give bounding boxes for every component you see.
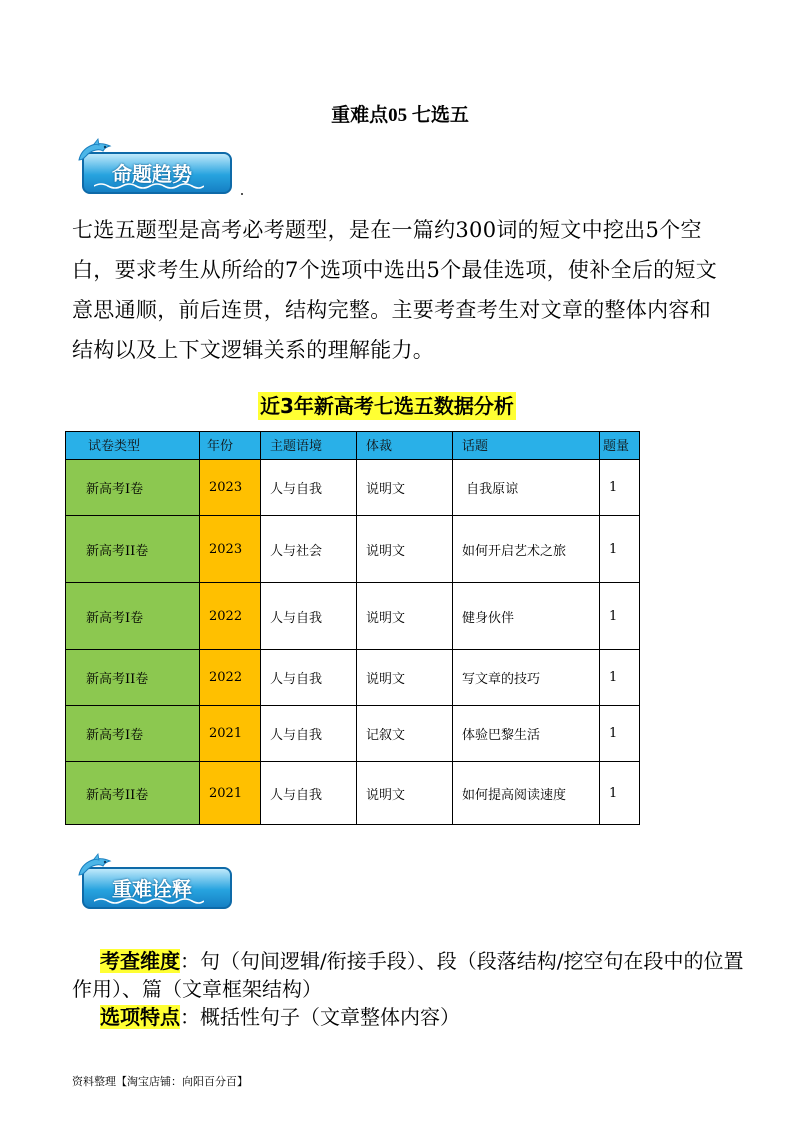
- cell-count: 1: [600, 762, 640, 825]
- cell-topic: 体验巴黎生活: [453, 706, 600, 762]
- table-row: [66, 460, 640, 516]
- page-title: 重难点05 七选五: [331, 105, 469, 126]
- footer-note: 资料整理【淘宝店铺：向阳百分百】: [72, 1075, 248, 1088]
- cell-type: 新高考II卷: [66, 516, 200, 583]
- wave-decoration-icon: [94, 897, 204, 905]
- cell-genre: 说明文: [357, 583, 453, 650]
- header-cell: 体裁: [357, 432, 453, 460]
- dolphin-icon: [76, 138, 116, 168]
- dimension-text: ：句（句间逻辑/衔接手段）、段（段落结构/挖空句在段中的位置作用）、篇（文章框架结构）: [72, 949, 744, 1001]
- badge-label: 命题趋势: [112, 162, 192, 186]
- table-row: [66, 516, 640, 583]
- section2-body: [72, 947, 752, 1031]
- cell-year: 2022: [200, 583, 261, 650]
- cell-count: 1: [600, 583, 640, 650]
- data-table: [65, 431, 640, 825]
- cell-genre: 说明文: [357, 460, 453, 516]
- cell-context: 人与自我: [261, 650, 357, 706]
- cell-context: 人与自我: [261, 762, 357, 825]
- cell-count: 1: [600, 460, 640, 516]
- header-cell: 主题语境: [261, 432, 357, 460]
- section-badge-trend: [76, 140, 240, 202]
- cell-type: 新高考II卷: [66, 650, 200, 706]
- table-row: [66, 650, 640, 706]
- cell-year: 2023: [200, 516, 261, 583]
- cell-topic: 如何开启艺术之旅: [453, 516, 600, 583]
- table-header-row: [66, 432, 640, 460]
- cell-genre: 说明文: [357, 516, 453, 583]
- wave-decoration-icon: [94, 182, 204, 190]
- cell-type: 新高考I卷: [66, 460, 200, 516]
- header-cell: 年份: [200, 432, 261, 460]
- header-cell: 话题: [453, 432, 600, 460]
- cell-topic: 自我原谅: [453, 460, 600, 516]
- cell-type: 新高考I卷: [66, 583, 200, 650]
- section-badge-difficulty: [76, 855, 240, 917]
- cell-year: 2022: [200, 650, 261, 706]
- cell-context: 人与自我: [261, 706, 357, 762]
- cell-year: 2021: [200, 762, 261, 825]
- cell-count: 1: [600, 706, 640, 762]
- cell-count: 1: [600, 516, 640, 583]
- table-row: [66, 706, 640, 762]
- cell-genre: 记叙文: [357, 706, 453, 762]
- stray-dot: [241, 193, 243, 195]
- option-text: ：概括性句子（文章整体内容）: [180, 1005, 460, 1029]
- cell-topic: 健身伙伴: [453, 583, 600, 650]
- header-cell: 题量: [600, 432, 640, 460]
- badge-label: 重难诠释: [112, 877, 192, 901]
- cell-count: 1: [600, 650, 640, 706]
- cell-topic: 写文章的技巧: [453, 650, 600, 706]
- cell-year: 2021: [200, 706, 261, 762]
- cell-context: 人与自我: [261, 583, 357, 650]
- cell-context: 人与自我: [261, 460, 357, 516]
- option-label: 选项特点: [100, 1005, 180, 1029]
- cell-context: 人与社会: [261, 516, 357, 583]
- dimension-label: 考查维度: [100, 949, 180, 973]
- cell-genre: 说明文: [357, 650, 453, 706]
- cell-type: 新高考I卷: [66, 706, 200, 762]
- dolphin-icon: [76, 853, 116, 883]
- table-row: [66, 762, 640, 825]
- option-line: [72, 1003, 752, 1031]
- dimension-line: [72, 947, 752, 1003]
- cell-topic: 如何提高阅读速度: [453, 762, 600, 825]
- intro-paragraph: 七选五题型是高考必考题型，是在一篇约300词的短文中挖出5个空白，要求考生从所给的7个选项中选出5个最佳选项，使补全后的短文意思通顺，前后连贯，结构完整。主要考查考生对文章的整体内容和结构以及上下文逻辑关系的理解能力。: [72, 218, 718, 362]
- cell-genre: 说明文: [357, 762, 453, 825]
- cell-type: 新高考II卷: [66, 762, 200, 825]
- cell-year: 2023: [200, 460, 261, 516]
- header-cell: 试卷类型: [66, 432, 200, 460]
- table-row: [66, 583, 640, 650]
- table-title: 近3年新高考七选五数据分析: [260, 394, 514, 418]
